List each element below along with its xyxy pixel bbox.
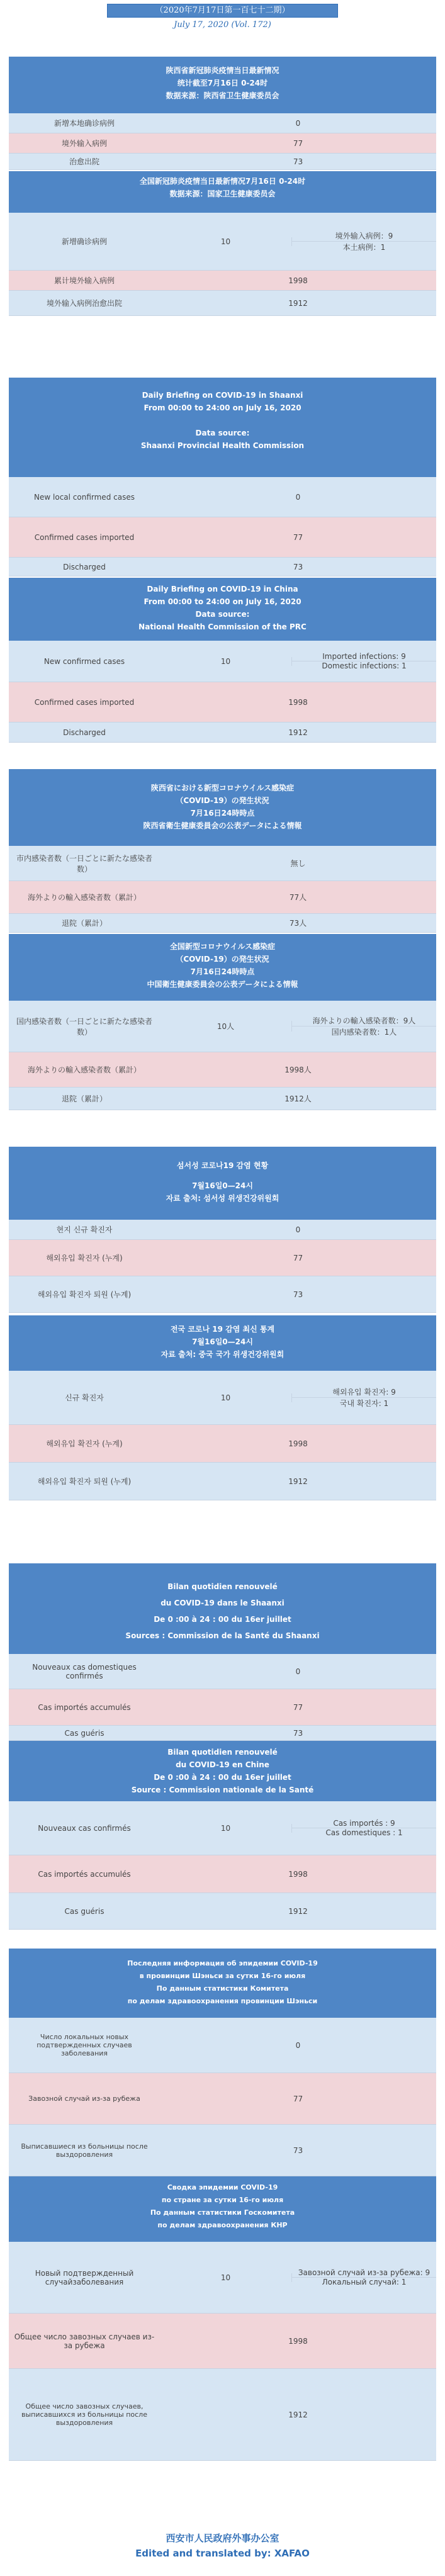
- table-row: Confirmed cases imported 1998: [9, 682, 436, 723]
- table-row: 해외유입 확진자 퇴원 (누계) 73: [9, 1276, 436, 1313]
- table-row: 해외유입 확진자 (누계) 1998: [9, 1425, 436, 1463]
- table-row: Общее число завозных случаев из-за рубежа 1998: [9, 2314, 436, 2369]
- table-row: Confirmed cases imported 77: [9, 517, 436, 558]
- table-row: 境外输入病例治愈出院 1912: [9, 291, 436, 316]
- zh-china-table: [9, 171, 436, 316]
- fr-china-table: [9, 1741, 436, 1930]
- table-row: Число локальных новых подтвержденных случаев заболевания 0: [9, 2018, 436, 2073]
- table-row: 신규 확진자 10 해외유입 확진자: 9 국내 확진자: 1: [9, 1371, 436, 1425]
- fr-shaanxi-title: Bilan quotidien renouvelé du COVID-19 dans le Shaanxi De 0 :00 à 24 : 00 du 16er juillet Sources : Commission de la Santé du Shaanxi: [9, 1567, 436, 1654]
- ko-shaanxi-title: 섬서성 코로나19 감염 현황 7월16일0—24시 자료 출처: 섬서성 위생건강위원회: [9, 1150, 436, 1220]
- table-row: Discharged 1912: [9, 723, 436, 743]
- ru-china-title: Сводка эпидемии COVID-19 по стране за сутки 16-го июля По данным статистики Госкомитета по делам здравоохранения КНР: [9, 2176, 436, 2242]
- table-row: 国内感染者数（一日ごとに新たな感染者数） 10人 海外よりの輸入感染者数：9人 国内感染者数：1人: [9, 1001, 436, 1052]
- table-row: 新增确诊病例 10 境外输入病例：9 本土病例：1: [9, 213, 436, 271]
- table-row: 治愈出院 73: [9, 154, 436, 170]
- fr-china-title: Bilan quotidien renouvelé du COVID-19 en Chine De 0 :00 à 24 : 00 du 16er juillet Source : Commission nationale de la Santé: [9, 1741, 436, 1801]
- zh-shaanxi-table: [9, 60, 436, 170]
- zh-shaanxi-title: 陕西省新冠肺炎疫情当日最新情况 统计截至7月16日 0-24时 数据来源：陕西省卫生健康委员会: [9, 60, 436, 113]
- table-row: Новый подтвержденный случайзаболевания 10 Завозной случай из-за рубежа: 9 Локальный случай: 1: [9, 2242, 436, 2314]
- ko-china-title: 전국 코로나 19 감염 최신 통계 7월16일0—24시 자료 출처: 중국 국가 위생건강위원회: [9, 1315, 436, 1371]
- ko-shaanxi-table: [9, 1150, 436, 1313]
- table-row: 海外よりの輸入感染者数（累計） 1998人: [9, 1052, 436, 1088]
- table-row: New local confirmed cases 0: [9, 477, 436, 517]
- table-row: Discharged 73: [9, 558, 436, 577]
- table-row: 新增本地确诊病例 0: [9, 113, 436, 133]
- en-china-title: Daily Briefing on COVID-19 in China From 00:00 to 24:00 on July 16, 2020 Data source: National Health Commission of the PRC: [9, 578, 436, 641]
- publisher-name: 西安市人民政府外事办公室: [166, 2533, 279, 2544]
- table-row: 市内感染者数（一日ごとに新たな感染者数） 無し: [9, 846, 436, 881]
- ja-shaanxi-title: 陝西省における新型コロナウイルス感染症 （COVID-19）の発生状況 7月16日24時時点 陝西省衛生健康委員会の公表データによる情報: [9, 773, 436, 846]
- table-row: Cas guéris 1912: [9, 1893, 436, 1930]
- ja-china-title: 全国新型コロナウイルス感染症 （COVID-19）の発生状況 7月16日24時時点 中国衛生健康委員会の公表データによる情報: [9, 934, 436, 1001]
- ko-china-table: [9, 1315, 436, 1500]
- ja-china-table: [9, 934, 436, 1110]
- fr-shaanxi-table: [9, 1567, 436, 1741]
- table-row: Cas importés accumulés 77: [9, 1689, 436, 1726]
- en-shaanxi-title: Daily Briefing on COVID-19 in Shaanxi From 00:00 to 24:00 on July 16, 2020 Data source: Shaanxi Provincial Health Commission: [9, 381, 436, 477]
- table-row: Nouveaux cas domestiques confirmés 0: [9, 1654, 436, 1689]
- translation-credit: Edited and translated by: XAFAO: [135, 2548, 310, 2559]
- zh-china-title: 全国新冠肺炎疫情当日最新情况7月16日 0-24时 数据来源：国家卫生健康委员会: [9, 171, 436, 213]
- table-row: 退院（累計） 1912人: [9, 1088, 436, 1110]
- table-row: Завозной случай из-за рубежа 77: [9, 2073, 436, 2125]
- ru-shaanxi-table: [9, 1952, 436, 2176]
- en-shaanxi-table: [9, 381, 436, 577]
- table-row: 累计境外输入病例 1998: [9, 271, 436, 291]
- ru-china-table: [9, 2176, 436, 2461]
- table-row: Общее число завозных случаев, выписавшихся из больницы после выздоровления 1912: [9, 2369, 436, 2461]
- en-china-table: [9, 578, 436, 743]
- table-row: New confirmed cases 10 Imported infections: 9 Domestic infections: 1: [9, 641, 436, 682]
- table-row: Nouveaux cas confirmés 10 Cas importés : 9 Cas domestiques : 1: [9, 1801, 436, 1855]
- table-row: 海外よりの輸入感染者数（累計） 77人: [9, 881, 436, 914]
- table-row: Cas guéris 73: [9, 1726, 436, 1741]
- table-row: 현지 신규 확진자 0: [9, 1220, 436, 1240]
- issue-date-banner: （2020年7月17日第一百七十二期）: [107, 4, 338, 18]
- ja-shaanxi-table: [9, 773, 436, 933]
- issue-date-subtitle: July 17, 2020 (Vol. 172): [174, 20, 271, 30]
- table-row: 境外输入病例 77: [9, 133, 436, 154]
- table-row: Выписавшиеся из больницы после выздоровления 73: [9, 2125, 436, 2176]
- table-row: 해외유입 확진자 (누계) 77: [9, 1240, 436, 1276]
- table-row: 退院（累計） 73人: [9, 914, 436, 933]
- ru-shaanxi-title: Последняя информация об эпидемии COVID-19 в провинции Шэньси за сутки 16-го июля По данным статистики Комитета по делам здравоохранения провинции Шэньси: [9, 1952, 436, 2018]
- table-row: Cas importés accumulés 1998: [9, 1855, 436, 1893]
- table-row: 해외유입 확진자 퇴원 (누계) 1912: [9, 1463, 436, 1500]
